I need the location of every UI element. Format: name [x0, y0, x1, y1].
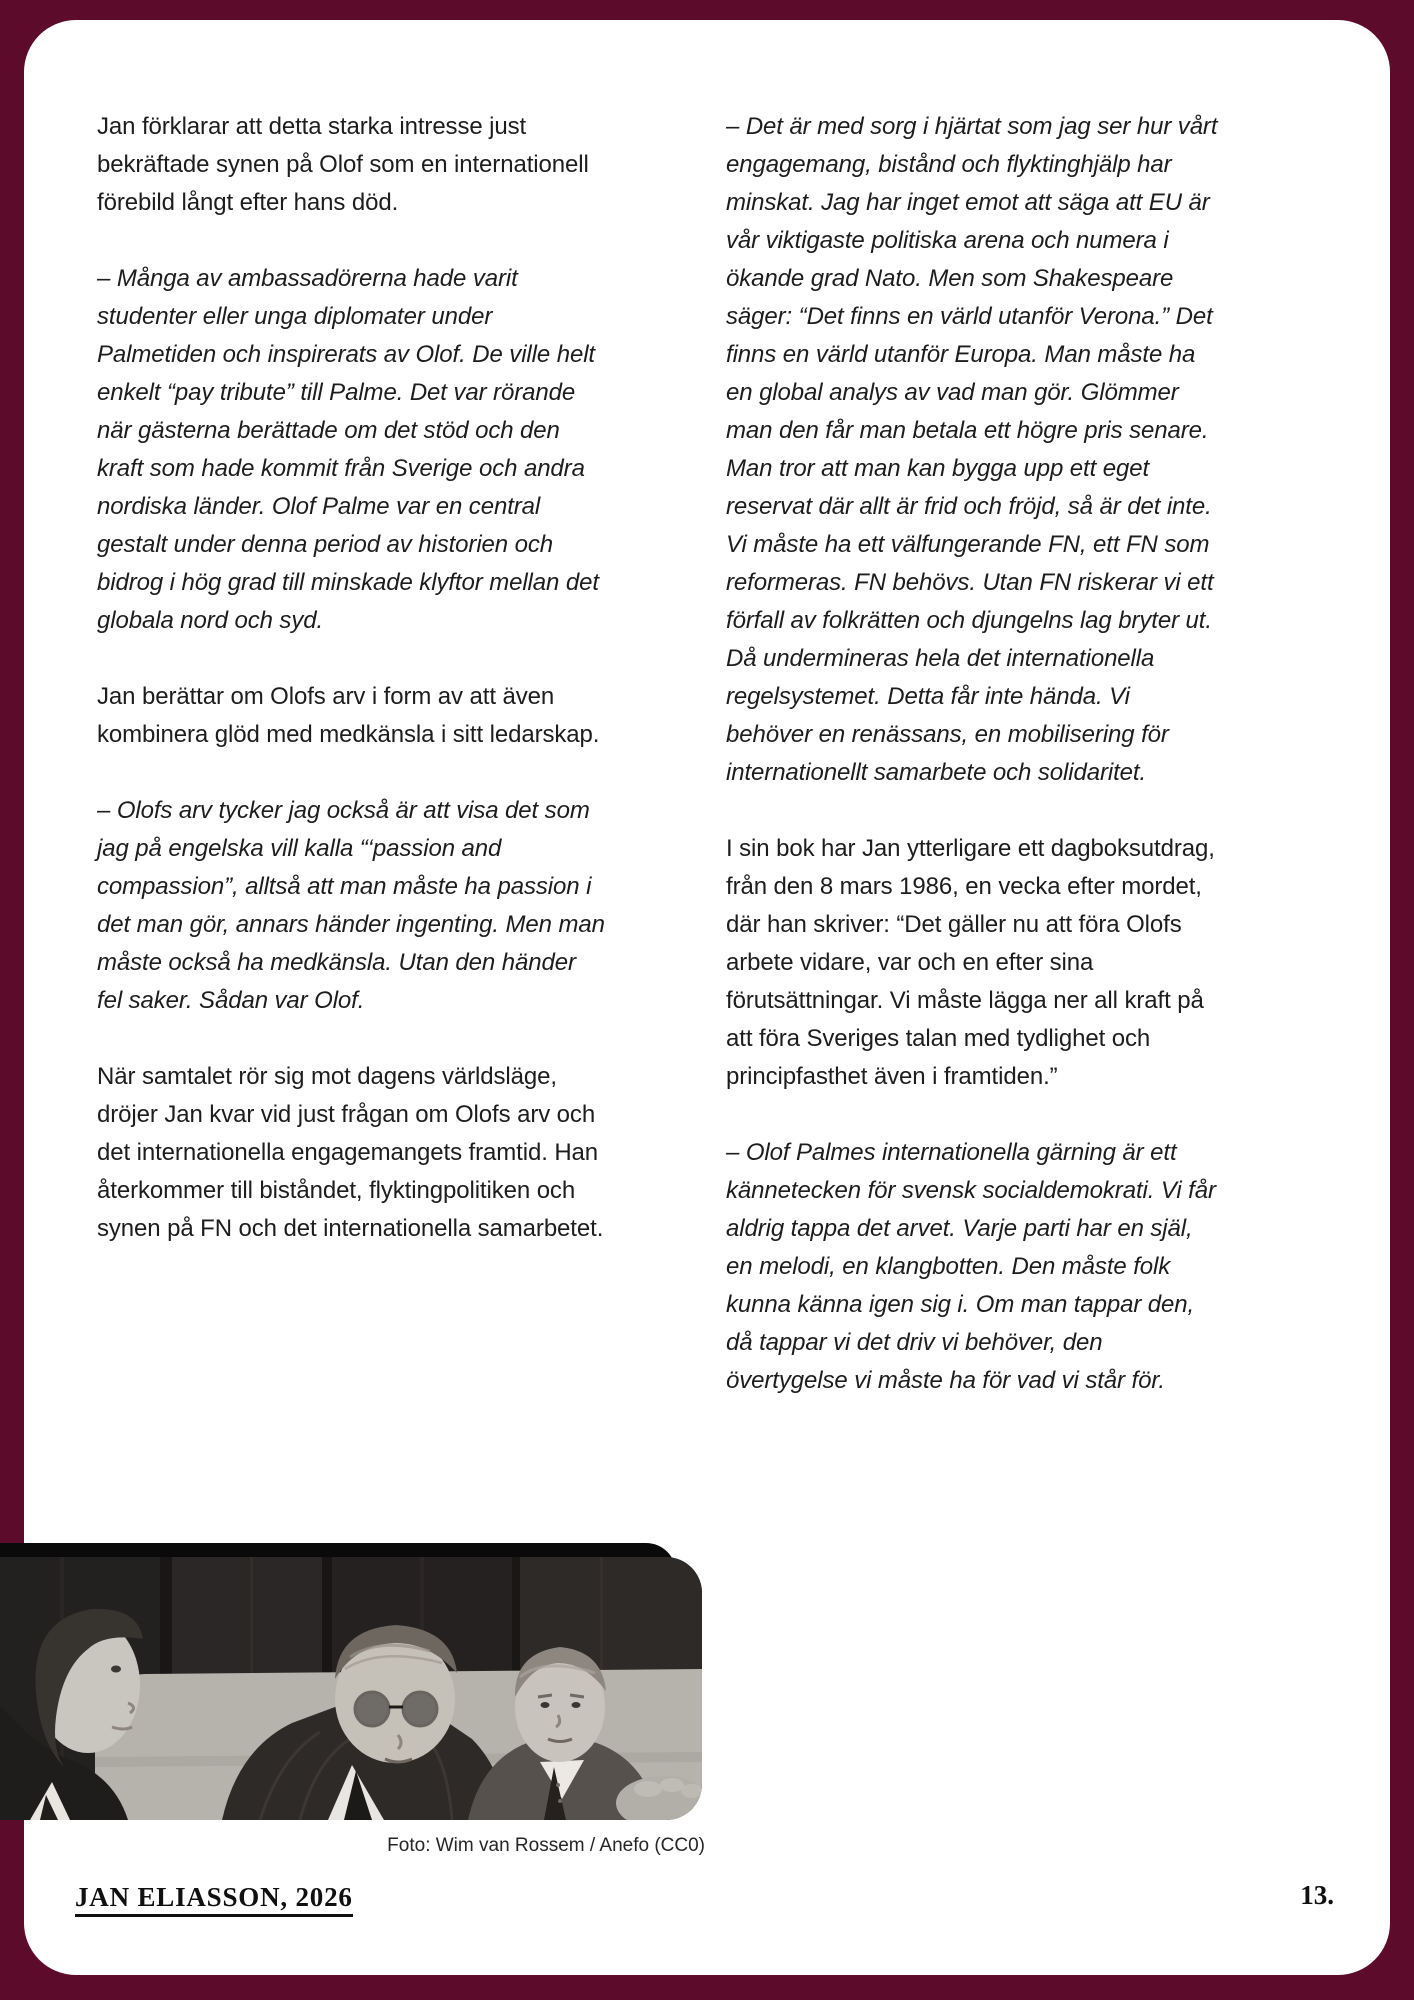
paragraph-narration: Jan berättar om Olofs arv i form av att även kombinera glöd med medkänsla i sitt ledarskap. — [97, 683, 600, 748]
footer-article-title-text: JAN ELIASSON, 2026 — [75, 1882, 353, 1917]
paragraph-narration: I sin bok har Jan ytterligare ett dagboksutdrag, från den 8 mars 1986, en vecka efter mordet, där han skriver: “Det gäller nu att föra Olofs arbete vidare, var och en efter sina förutsättningar. Vi måste lägga ner all kraft på att föra Sveriges talan med tydlighet och principfasthet även i framtiden.” — [726, 835, 1215, 1090]
article-left-column — [97, 108, 605, 1286]
paragraph-narration: När samtalet rör sig mot dagens världsläge, dröjer Jan kvar vid just frågan om Olofs arv och det internationella engagemangets framtid. Han återkommer till biståndet, flyktingpolitiken och synen på FN och det internationella samarbetet. — [97, 1063, 604, 1242]
article-right-column — [726, 108, 1218, 1438]
photo-credit: Foto: Wim van Rossem / Anefo (CC0) — [387, 1835, 705, 1856]
paragraph-narration: Jan förklarar att detta starka intresse just bekräftade synen på Olof som en internationell förebild långt efter hans död. — [97, 113, 589, 216]
paragraph-quote: – Olofs arv tycker jag också är att visa det som jag på engelska vill kalla “‘passion and compassion”, alltså att man måste ha passion i det man gör, annars händer ingenting. Men man måste också ha medkänsla. Utan den händer fel saker. Sådan var Olof. — [97, 797, 605, 1014]
paragraph-quote: – Det är med sorg i hjärtat som jag ser hur vårt engagemang, bistånd och flyktinghjälp har minskat. Jag har inget emot att säga att EU är vår viktigaste politiska arena och numera i ökande grad Nato. Men som Shakespeare säger: “Det finns en värld utanför Verona.” Det finns en värld utanför Europa. Man måste ha en global analys av vad man gör. Glömmer man den får man betala ett högre pris senare. Man tror att man kan bygga upp ett eget reservat där allt är frid och fröjd, så är det inte. Vi måste ha ett välfungerande FN, ett FN som reformeras. FN behövs. Utan FN riskerar vi ett förfall av folkrätten och djungelns lag bryter ut. Då undermineras hela det internationella regelsystemet. Detta får inte hända. Vi behöver en renässans, en mobilisering för internationellt samarbete och solidaritet. — [726, 113, 1218, 786]
paragraph-quote: – Många av ambassadörerna hade varit studenter eller unga diplomater under Palmetiden och inspirerats av Olof. De ville helt enkelt “pay tribute” till Palme. Det var rörande när gästerna berättade om det stöd och den kraft som hade kommit från Sverige och andra nordiska länder. Olof Palme var en central gestalt under denna period av historien och bidrog i hög grad till minskade klyftor mellan det globala nord och syd. — [97, 265, 599, 634]
paragraph-quote: – Olof Palmes internationella gärning är ett kännetecken för svensk socialdemokrati. Vi får aldrig tappa det arvet. Varje parti har en själ, en melodi, en klangbotten. Den måste folk kunna känna igen sig i. Om man tappar den, då tappar vi det driv vi behöver, den övertygelse vi måste ha för vad vi står för. — [726, 1139, 1216, 1394]
article-photo-black-and-white-meeting — [0, 1557, 702, 1820]
photo-illustration — [0, 1557, 702, 1820]
page-number: 13. — [1300, 1880, 1334, 1910]
footer-article-title — [75, 1882, 353, 1917]
